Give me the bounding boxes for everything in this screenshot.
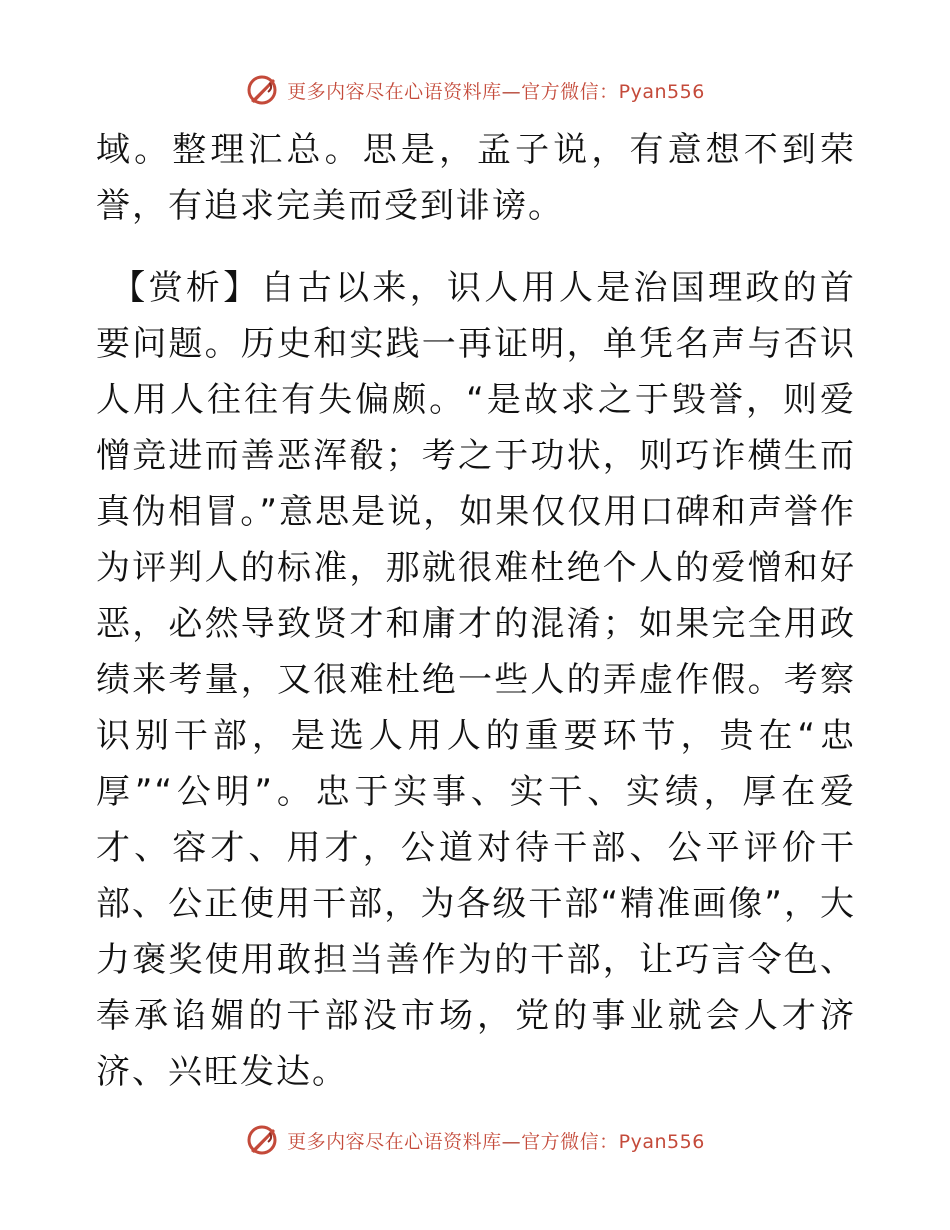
paragraph-analysis: 【赏析】自古以来，识人用人是治国理政的首要问题。历史和实践一再证明，单凭名声与否识人用人往往有失偏颇。“是故求之于毁誉，则爱憎竞进而善恶浑殽；考之于功状，则巧诈横生而真伪相冒。”意思是说，如果仅仅用口碑和声誉作为评判人的标准，那就很难杜绝个人的爱憎和好恶，必然导致贤才和庸才的混淆；如果完全用政绩来考量，又很难杜绝一些人的弄虚作假。考察识别干部，是选人用人的重要环节，贵在“忠厚”“公明”。忠于实事、实干、实绩，厚在爱才、容才、用才，公道对待干部、公平评价干部、公正使用干部，为各级干部“精准画像”，大力褒奖使用敢担当善作为的干部，让巧言令色、奉承谄媚的干部没市场，党的事业就会人才济济、兴旺发达。	[96, 268, 856, 1092]
watermark-text: 更多内容尽在心语资料库—官方微信：Pyan556	[287, 1130, 705, 1153]
quill-logo-icon	[245, 73, 279, 107]
quill-logo-icon	[245, 1123, 279, 1157]
header-watermark	[0, 70, 950, 110]
footer-watermark	[0, 1120, 950, 1160]
watermark-text: 更多内容尽在心语资料库—官方微信：Pyan556	[287, 80, 705, 103]
document-body	[96, 122, 856, 1100]
paragraph-annotation: 域。整理汇总。思是，孟子说，有意想不到荣誉，有追求完美而受到诽谤。	[96, 130, 856, 226]
